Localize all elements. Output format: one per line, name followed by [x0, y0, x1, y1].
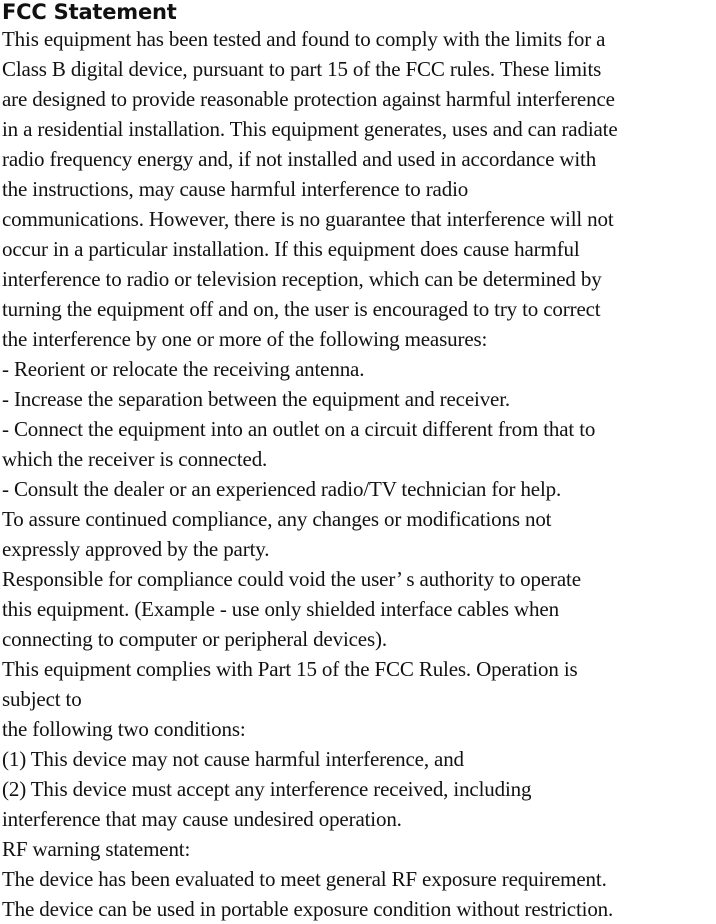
statement-line: Class B digital device, pursuant to part 15 of the FCC rules. These limits [2, 57, 602, 81]
statement-line: communications. However, there is no guarantee that interference will not [2, 207, 614, 231]
statement-line: the interference by one or more of the following measures: [2, 327, 488, 351]
statement-line: connecting to computer or peripheral devices). [2, 627, 387, 651]
statement-line: interference that may cause undesired operation. [2, 807, 402, 831]
statement-line: the following two conditions: [2, 717, 246, 741]
measure-list-item: ‐ Connect the equipment into an outlet on a circuit different from that to [2, 417, 596, 441]
statement-line: This equipment complies with Part 15 of the FCC Rules. Operation is [2, 657, 578, 681]
statement-line: expressly approved by the party. [2, 537, 270, 561]
statement-line: the instructions, may cause harmful interference to radio [2, 177, 469, 201]
statement-line: Responsible for compliance could void the user’ s authority to operate [2, 567, 581, 591]
statement-line: radio frequency energy and, if not installed and used in accordance with [2, 147, 597, 171]
statement-line: The device has been evaluated to meet general RF exposure requirement. [2, 867, 607, 891]
document-title: FCC Statement [2, 0, 177, 24]
statement-line: RF warning statement: [2, 837, 191, 861]
statement-body [0, 24, 716, 924]
measure-list-item: ‐ Increase the separation between the equipment and receiver. [2, 387, 511, 411]
statement-line: subject to [2, 687, 82, 711]
statement-line: this equipment. (Example ‐ use only shielded interface cables when [2, 597, 559, 621]
statement-line: in a residential installation. This equipment generates, uses and can radiate [2, 117, 618, 141]
measure-list-item: ‐ Reorient or relocate the receiving antenna. [2, 357, 365, 381]
statement-line: turning the equipment off and on, the user is encouraged to try to correct [2, 297, 601, 321]
statement-line: interference to radio or television reception, which can be determined by [2, 267, 602, 291]
statement-line: (2) This device must accept any interference received, including [2, 777, 532, 801]
statement-line: The device can be used in portable exposure condition without restriction. [2, 897, 614, 921]
statement-line: (1) This device may not cause harmful interference, and [2, 747, 464, 771]
statement-line: are designed to provide reasonable protection against harmful interference [2, 87, 615, 111]
statement-line: This equipment has been tested and found to comply with the limits for a [2, 27, 606, 51]
statement-line: To assure continued compliance, any changes or modifications not [2, 507, 552, 531]
statement-line: which the receiver is connected. [2, 447, 268, 471]
statement-line: occur in a particular installation. If this equipment does cause harmful [2, 237, 580, 261]
measure-list-item: ‐ Consult the dealer or an experienced radio/TV technician for help. [2, 477, 562, 501]
